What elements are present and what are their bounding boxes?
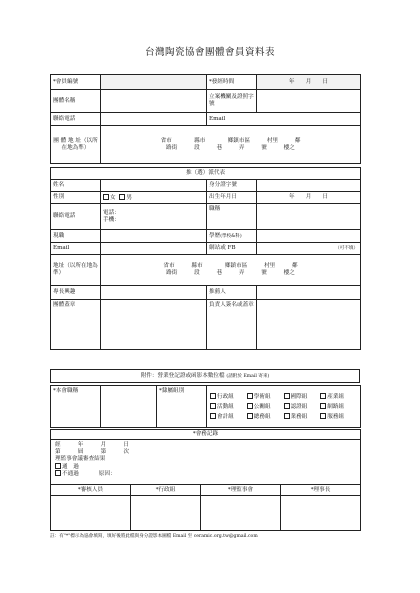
rep-address-value[interactable] xyxy=(101,255,361,286)
rep-id-label: 身分證字號 xyxy=(207,180,257,192)
group-options xyxy=(207,386,361,428)
rep-specialty-label: 專長興趣 xyxy=(51,286,101,300)
fail-label: 不通過 xyxy=(62,471,79,477)
org-address-line2: 路街 段 巷 弄 號 樓之 xyxy=(166,144,295,151)
pass-checkbox[interactable] xyxy=(55,463,61,469)
group-option-label: 總務組 xyxy=(253,413,271,420)
group-option xyxy=(210,412,247,422)
group-checkbox[interactable] xyxy=(210,413,216,419)
group-option xyxy=(320,392,357,402)
org-phone-value[interactable] xyxy=(101,113,207,126)
seal-label: 團體蓋章 xyxy=(51,300,101,350)
group-label: *隸屬組別 xyxy=(157,386,207,428)
group-option-label: 公關組 xyxy=(253,403,271,410)
group-option xyxy=(284,402,321,412)
review-date-value[interactable]: 年 月 日 xyxy=(257,75,361,90)
reg-no-label: 立案機關及證照字號 xyxy=(207,90,257,113)
fail-reason-label: 原因： xyxy=(98,471,116,477)
review-date-label: *發經時間 xyxy=(207,75,257,90)
rep-specialty-value[interactable] xyxy=(101,286,207,300)
rep-address-label: 地址（以所在地為準） xyxy=(51,255,101,286)
rep-title-value[interactable] xyxy=(257,204,361,230)
records-date: 經 年 月 日 xyxy=(55,442,131,448)
group-option xyxy=(247,392,284,402)
group-option xyxy=(210,402,247,412)
footnote: 註：有"*"標示為協會填寫，填好後將此檔與身分證影本圖檔 Email 至 ceramic.org.tw@gmail.com xyxy=(50,534,258,539)
education-note: (學校&科) xyxy=(220,233,242,239)
approval-reviewer-label: *審核人員 xyxy=(51,485,131,496)
records-table xyxy=(50,429,361,531)
group-option xyxy=(247,412,284,422)
group-option xyxy=(284,412,321,422)
group-checkbox[interactable] xyxy=(320,413,326,419)
group-option-label: 活動組 xyxy=(217,403,234,410)
group-checkbox[interactable] xyxy=(247,393,253,399)
rep-name-value[interactable] xyxy=(101,180,207,192)
group-checkbox[interactable] xyxy=(320,393,326,399)
fail-checkbox[interactable] xyxy=(55,470,61,476)
rep-education-label xyxy=(207,230,257,243)
attachment-table xyxy=(50,369,360,383)
member-no-value[interactable] xyxy=(101,75,207,90)
org-phone-label: 聯絡電話 xyxy=(51,113,101,126)
group-row-1 xyxy=(210,392,357,402)
org-address-label: 團 體 地 址（以所在地為準） xyxy=(51,126,101,164)
approval-chair-label: *理事長 xyxy=(281,485,361,496)
group-checkbox[interactable] xyxy=(284,413,290,419)
rep-title-label: 職稱 xyxy=(207,204,257,230)
rep-section-header: 推（選）派代表 xyxy=(51,168,361,180)
group-checkbox[interactable] xyxy=(247,413,253,419)
org-name-value[interactable] xyxy=(101,90,207,113)
group-checkbox[interactable] xyxy=(247,403,253,409)
rep-referrer-value[interactable] xyxy=(257,286,361,300)
rep-education-value[interactable] xyxy=(257,230,361,243)
records-header: *會務記錄 xyxy=(51,430,361,440)
rep-birth-label: 出生年月日 xyxy=(207,192,257,204)
rep-referrer-label: 推薦人 xyxy=(207,286,257,300)
sign-label: 負責人簽名或蓋章 xyxy=(207,300,257,350)
group-row-2 xyxy=(210,402,357,412)
rep-tel-label: 電話： xyxy=(103,209,120,216)
group-option xyxy=(320,402,357,412)
approval-board-label: *理監事會 xyxy=(201,485,281,496)
org-address-line1: 省市 縣市 鄉鎮市區 村里 鄰 xyxy=(160,137,301,144)
representative-table xyxy=(50,167,361,350)
basic-info-table xyxy=(50,74,361,164)
male-label: 男 xyxy=(126,194,132,201)
approval-board-box[interactable] xyxy=(201,496,281,531)
group-checkbox[interactable] xyxy=(210,403,216,409)
approval-admin-label: *行政組 xyxy=(131,485,201,496)
member-no-label: *會員編號 xyxy=(51,75,101,90)
group-option xyxy=(210,392,247,402)
org-address-value[interactable] xyxy=(101,126,361,164)
group-option-label: 網路組 xyxy=(327,403,345,410)
group-checkbox[interactable] xyxy=(284,403,290,409)
records-review: 理監事會議審查結果 xyxy=(55,456,106,462)
group-row-3 xyxy=(210,412,357,422)
rep-email-label: Email xyxy=(51,243,101,255)
rep-phone-value[interactable] xyxy=(101,204,207,230)
rep-occupation-value[interactable] xyxy=(101,230,207,243)
rep-mobile-label: 手機： xyxy=(103,216,120,223)
rep-gender-label: 性別 xyxy=(51,192,101,204)
approval-admin-box[interactable] xyxy=(131,496,201,531)
rep-website-label: 網站或 FB xyxy=(207,243,257,255)
group-checkbox[interactable] xyxy=(320,403,326,409)
org-email-label[interactable]: Email xyxy=(207,113,361,126)
group-option-label: 認證組 xyxy=(290,403,308,410)
group-option xyxy=(284,392,321,402)
group-option-label: 服務組 xyxy=(327,413,345,420)
approval-reviewer-box[interactable] xyxy=(51,496,131,531)
group-option-label: 產業組 xyxy=(327,393,345,400)
rep-address-line2: 路街 段 巷 弄 號 樓之 xyxy=(166,270,295,276)
rep-name-label: 姓名 xyxy=(51,180,101,192)
attachment-note xyxy=(51,370,360,383)
group-checkbox[interactable] xyxy=(284,393,290,399)
group-option-label: 會計組 xyxy=(217,413,234,420)
group-option-label: 行政組 xyxy=(217,393,234,400)
rep-id-value[interactable] xyxy=(257,180,361,192)
reg-no-value[interactable] xyxy=(257,90,361,113)
rep-birth-value[interactable]: 年 月 日 xyxy=(257,192,361,204)
rep-email-value[interactable] xyxy=(101,243,207,255)
education-text: 學歷 xyxy=(209,232,221,239)
page-title: 台灣陶瓷協會團體會員資料表 xyxy=(144,47,275,58)
group-option xyxy=(247,402,284,412)
position-value[interactable] xyxy=(101,386,157,428)
group-option xyxy=(320,412,357,422)
roles-table xyxy=(50,385,361,428)
rep-phone-label: 聯絡電話 xyxy=(51,204,101,230)
org-name-label: 團體名稱 xyxy=(51,90,101,113)
rep-website-optional[interactable]: （可不填） xyxy=(257,243,361,255)
seal-area[interactable] xyxy=(101,300,207,350)
group-checkbox[interactable] xyxy=(210,393,216,399)
attachment-email-note: (請附於 Email 寄來) xyxy=(226,373,270,379)
records-body xyxy=(51,440,361,485)
group-option-label: 國際組 xyxy=(290,393,308,400)
approval-chair-box[interactable] xyxy=(281,496,361,531)
records-fail xyxy=(55,470,356,477)
female-label: 女 xyxy=(110,194,116,201)
records-pass xyxy=(55,463,356,470)
sign-area[interactable] xyxy=(257,300,361,350)
group-option-label: 學術組 xyxy=(253,393,271,400)
male-checkbox[interactable] xyxy=(119,194,125,200)
position-label: *本會職稱 xyxy=(51,386,101,428)
records-session: 第 屆 第 次 xyxy=(55,449,131,455)
rep-gender-options xyxy=(101,192,207,204)
rep-occupation-label: 現職 xyxy=(51,230,101,243)
female-checkbox[interactable] xyxy=(103,194,109,200)
rep-address-line1: 省市 縣市 鄉鎮市區 村里 鄰 xyxy=(163,263,298,269)
pass-label: 通 過 xyxy=(62,464,79,470)
attachment-text: 附件：營業登記證或函影本數位檔 xyxy=(140,372,225,379)
group-option-label: 業務組 xyxy=(290,413,308,420)
